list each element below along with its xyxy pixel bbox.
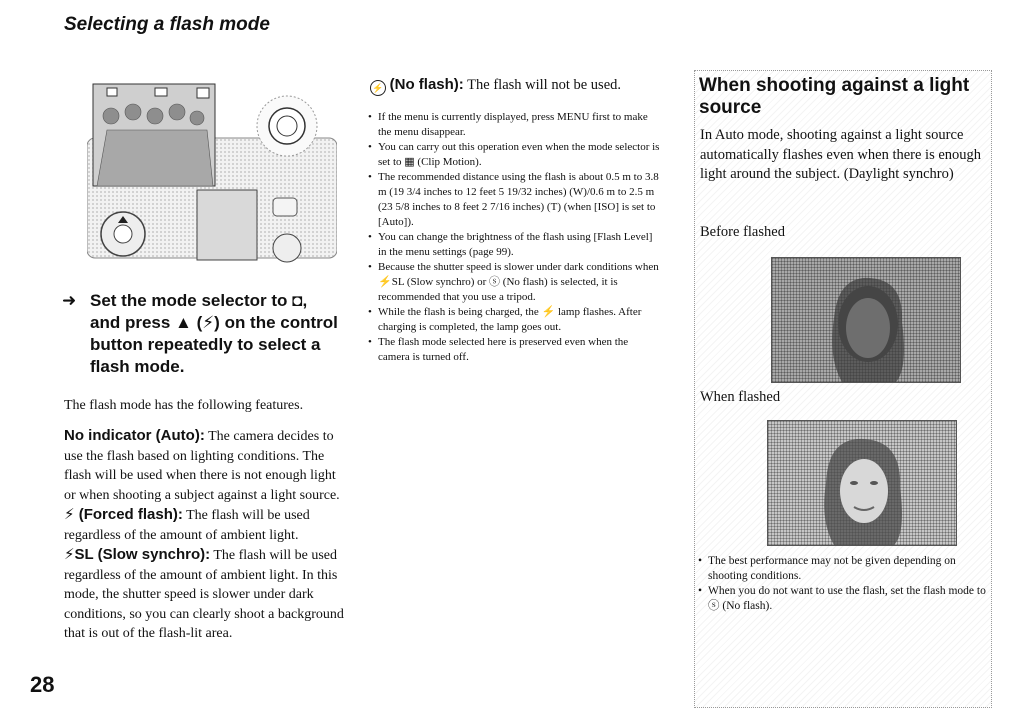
- photo-after-flash: [767, 420, 957, 546]
- camera-mode-icon: ◘: [292, 291, 303, 310]
- note-item: • If the menu is currently displayed, press MENU first to make the menu disappear.: [368, 110, 660, 140]
- mode-description: The camera decides to use the flash based on lighting conditions. The flash will be used when there is not enough light or when shooting a subject against a light source.: [64, 429, 340, 503]
- flash-mode-list: [64, 426, 346, 644]
- intro-text: The flash mode has the following features.: [64, 398, 304, 413]
- no-flash-icon: ⚡: [370, 80, 386, 96]
- mode-description: The flash will be used regardless of the amount of ambient light.: [64, 508, 310, 543]
- no-flash-heading: [370, 76, 670, 96]
- backlight-sidebar: [694, 70, 992, 708]
- note-item: • You can change the brightness of the flash using [Flash Level] in the menu settings (page 99).: [368, 230, 660, 260]
- page-number: 28: [30, 672, 55, 697]
- note-item: • The flash mode selected here is preserved even when the camera is turned off.: [368, 335, 660, 365]
- no-flash-text: The flash will not be used.: [467, 77, 622, 93]
- mode-auto: [64, 426, 346, 505]
- tips-list: [698, 554, 986, 614]
- arrow-right-icon: ➜: [62, 291, 77, 310]
- note-item: • You can carry out this operation even when the mode selector is set to ▦ (Clip Motion).: [368, 140, 660, 170]
- mode-label: No indicator (Auto):: [64, 427, 205, 444]
- photo-before-flash: [771, 257, 961, 383]
- sidebar-description: In Auto mode, shooting against a light source automatically flashes even when there is enough light around the subject. (Daylight synchro): [700, 127, 982, 182]
- note-item: • Because the shutter speed is slower under dark conditions when ⚡SL (Slow synchro) or ⓢ (No flash) is selected, it is recommended that you use a tripod.: [368, 260, 660, 305]
- page-title: Selecting a flash mode: [64, 14, 270, 35]
- camera-screen: [197, 190, 257, 260]
- before-flash-label: Before flashed: [700, 224, 785, 240]
- mode-description: The flash will be used regardless of the amount of ambient light. In this mode, the shutter speed is slower under dark conditions, so you can clearly shoot a background that is out of the flash-lit area.: [64, 548, 344, 641]
- notes-list: [368, 110, 660, 365]
- zoom-lever-icon: [273, 234, 301, 262]
- note-item: • While the flash is being charged, the ⚡ lamp flashes. After charging is completed, the lamp goes out.: [368, 305, 660, 335]
- tip-item: • The best performance may not be given depending on shooting conditions.: [698, 554, 986, 584]
- instruction-step: ➜ Set the mode selector to ◘, and press ▲ (⚡) on the control button repeatedly to select a flash mode.: [62, 290, 352, 378]
- instruction-rest: and press ▲ (⚡) on the control button repeatedly to select a flash mode.: [90, 313, 338, 376]
- mode-label: ⚡ (Forced flash):: [64, 506, 183, 523]
- family-photo-figures: [97, 104, 213, 186]
- battery-icon: [197, 88, 209, 98]
- mode-forced-flash: [64, 505, 346, 545]
- note-item: • The recommended distance using the flash is about 0.5 m to 3.8 m (19 3/4 inches to 12 feet 5 19/32 inches) (W)/0.6 m to 2.5 m (23 5/8 inches to 8 feet 2 7/16 inches) (T) (when [ISO] is set to [Auto]).: [368, 170, 660, 230]
- after-flash-label: When flashed: [700, 389, 781, 405]
- mode-slow-synchro: [64, 545, 346, 644]
- mode-label: ⚡SL (Slow synchro):: [64, 546, 211, 563]
- instruction-line1: Set the mode selector to: [90, 291, 288, 310]
- flash-icon: [155, 88, 167, 96]
- camera-illustration: [87, 78, 337, 274]
- tip-item: • When you do not want to use the flash, set the flash mode to ⓢ (No flash).: [698, 584, 986, 614]
- mode-dial-icon: [269, 108, 305, 144]
- no-flash-label: (No flash):: [389, 76, 464, 93]
- sidebar-heading: When shooting against a light source: [699, 75, 970, 118]
- scene-icon: [107, 88, 117, 96]
